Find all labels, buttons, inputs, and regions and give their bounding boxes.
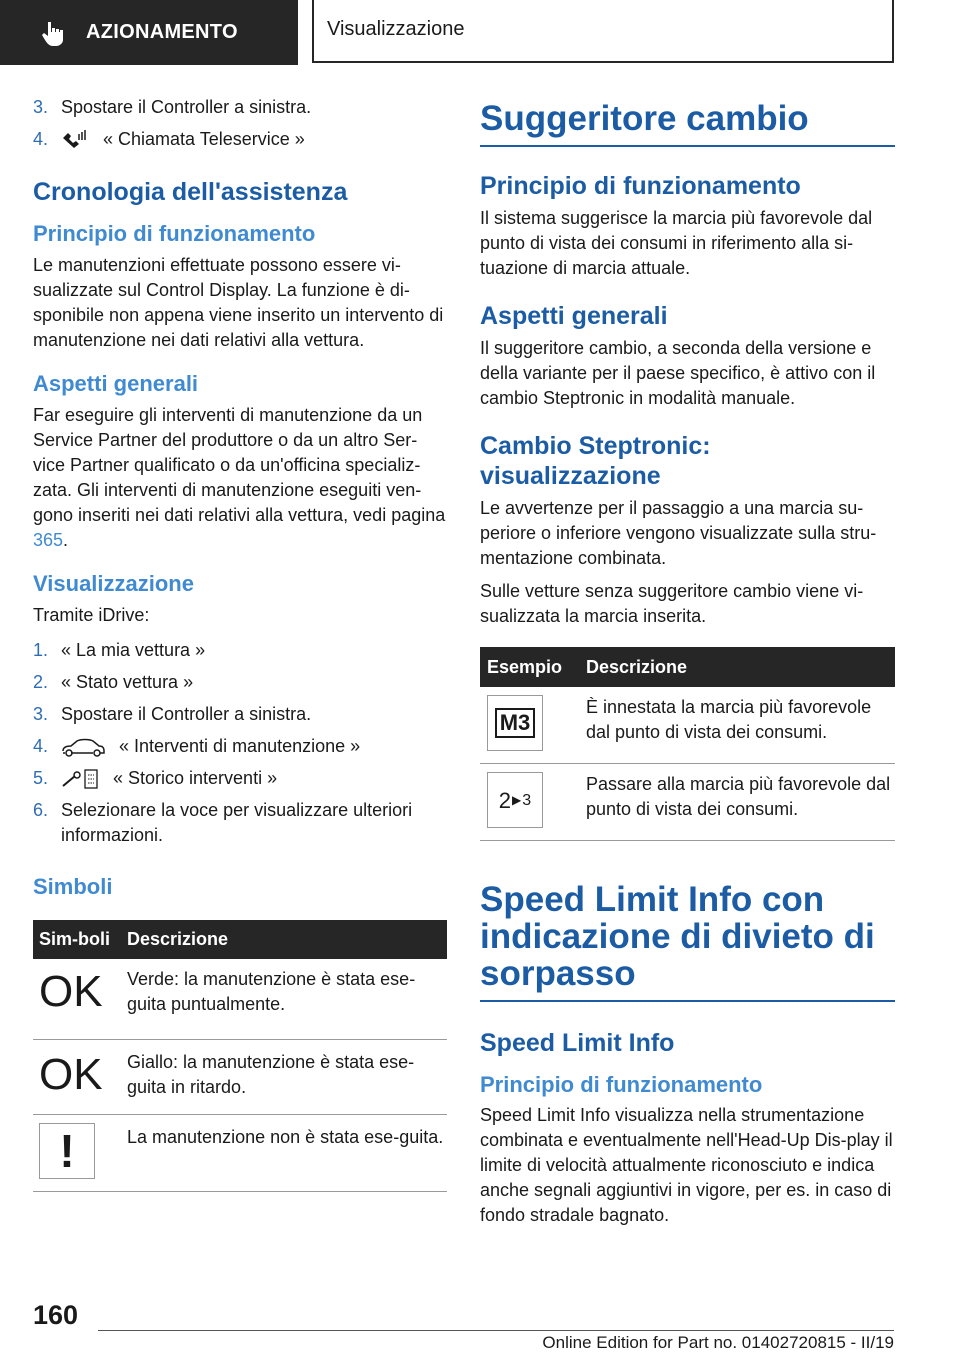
section-heading: Speed Limit Info (480, 1029, 675, 1057)
arrow-right-icon: ▶ (512, 792, 522, 807)
table-header: Descrizione (127, 920, 447, 959)
paragraph: Le manutenzioni effettuate possono essere vi-sualizzate sul Control Display. La funzione è di-sponibile non appena viene inserito un intervento di manutenzione nei dati relativi alla vettura. (33, 255, 444, 350)
right-column (480, 100, 895, 1228)
paragraph: Far eseguire gli interventi di manutenzione da un Service Partner del produttore o da un altro Ser-vice Partner qualificato o da un'officina specializ-zata. Gli interventi di manutenzione eseguiti ven-gono inseriti nei dati relativi alla vettura, vedi pagina 365. (33, 405, 446, 550)
footer-divider (98, 1330, 894, 1331)
page-number: 160 (33, 1300, 79, 1330)
paragraph: Sulle vetture senza suggeritore cambio viene vi-sualizzata la marcia inserita. (480, 581, 864, 626)
table-cell: Giallo: la manutenzione è stata ese-guita in ritardo. (127, 1040, 447, 1115)
page-link[interactable]: 365 (33, 530, 64, 550)
subheading: Principio di funzionamento (480, 1072, 763, 1097)
subheading: Aspetti generali (33, 371, 199, 396)
phone-signal-icon (61, 130, 89, 150)
ok-symbol: OK (39, 967, 103, 1016)
gear-shift-display: 2 ▶ 3 (487, 772, 543, 828)
table-cell: Verde: la manutenzione è stata ese-guita puntualmente. (127, 959, 447, 1040)
left-column (33, 95, 447, 1192)
table-row (33, 959, 447, 1040)
chapter-label: Visualizzazione (327, 18, 465, 40)
section-heading: Aspetti generali (480, 302, 668, 330)
subheading: Simboli (33, 874, 113, 899)
paragraph: Il suggeritore cambio, a seconda della versione e della variante per il paese specifico, è attivo con il cambio Steptronic in modalità manuale. (480, 338, 876, 408)
list-item: 1. « La mia vettura » (33, 640, 206, 660)
ok-symbol: OK (39, 1050, 103, 1099)
list-item: 6. Selezionare la voce per visualizzare ulteriori informazioni. (33, 800, 413, 845)
edition-note: Online Edition for Part no. 01402720815 - II/19 (542, 1333, 894, 1352)
section-heading: Principio di funzionamento (480, 172, 801, 200)
table-header: Sim-boli (33, 920, 127, 959)
table-cell: Passare alla marcia più favorevole dal punto di vista dei consumi. (586, 764, 895, 841)
service-history-icon (61, 768, 99, 790)
list-item: 4. « Interventi di manutenzione » (33, 736, 361, 756)
gear-table (480, 647, 895, 841)
list-item: 3. Spostare il Controller a sinistra. (33, 97, 312, 117)
warning-symbol: ! (39, 1123, 95, 1179)
paragraph: Il sistema suggerisce la marcia più favorevole dal punto di vista dei consumi in riferimento alla si-tuazione di marcia attuale. (480, 208, 873, 278)
table-header: Descrizione (586, 647, 895, 687)
paragraph: Tramite iDrive: (33, 605, 150, 625)
paragraph: Speed Limit Info visualizza nella strumentazione combinata e eventualmente nell'Head-Up Dis-play il limite di velocità attualmente riconosciuto e indica anche segnali aggiuntivi in vigore, per es. in caso di fondo stradale bagnato. (480, 1105, 893, 1225)
table-cell: È innestata la marcia più favorevole dal punto di vista dei consumi. (586, 687, 895, 764)
subheading: Principio di funzionamento (33, 221, 316, 246)
symbols-table (33, 920, 447, 1192)
table-row (480, 764, 895, 841)
table-cell: La manutenzione non è stata ese-guita. (127, 1115, 447, 1192)
list-item: 5. « Storico interventi » (33, 766, 447, 791)
section-heading: Cambio Steptronic: visualizzazione (480, 432, 711, 490)
table-row (33, 1115, 447, 1192)
list-item: 2. « Stato vettura » (33, 672, 194, 692)
list-item: 3. Spostare il Controller a sinistra. (33, 704, 312, 724)
table-row (33, 1040, 447, 1115)
paragraph: Le avvertenze per il passaggio a una marcia su-periore o inferiore vengono visualizzate sulla stru-mentazione combinata. (480, 498, 877, 568)
hand-pointer-icon (40, 20, 66, 46)
gear-display-m3: M3 (487, 695, 543, 751)
main-heading: Suggeritore cambio (480, 100, 895, 147)
main-heading: Speed Limit Info con indicazione di divieto di sorpasso (480, 881, 895, 1002)
table-row (480, 687, 895, 764)
list-item: 4. « Chiamata Teleservice » (33, 129, 305, 149)
section-heading: Cronologia dell'assistenza (33, 178, 348, 206)
chapter-title (312, 0, 894, 63)
subheading: Visualizzazione (33, 571, 194, 596)
section-tab (0, 0, 298, 65)
car-icon (61, 737, 105, 757)
table-header: Esempio (480, 647, 586, 687)
section-label: AZIONAMENTO (86, 21, 238, 43)
